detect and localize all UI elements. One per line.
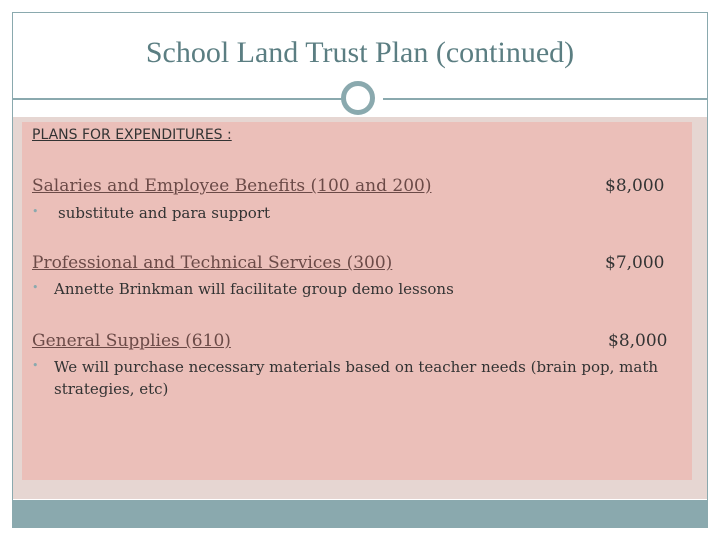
circle-ornament-icon — [341, 81, 375, 115]
item-detail-salaries — [32, 202, 678, 224]
bottom-bar — [13, 500, 707, 527]
item-title-supplies: General Supplies (610) — [32, 331, 231, 351]
item-title-salaries: Salaries and Employee Benefits (100 and 200) — [32, 176, 432, 196]
item-detail-text: substitute and para support — [58, 204, 271, 222]
title-divider-left — [13, 98, 343, 100]
bullet-icon: • — [32, 205, 39, 218]
title-divider-right — [383, 98, 707, 100]
item-amount-professional: $7,000 — [605, 253, 665, 273]
item-amount-salaries: $8,000 — [605, 176, 665, 196]
bullet-icon: • — [32, 359, 39, 372]
item-detail-professional — [32, 278, 674, 300]
item-title-professional: Professional and Technical Services (300) — [32, 253, 393, 273]
slide-title: School Land Trust Plan (continued) — [145, 36, 575, 69]
item-detail-text: Annette Brinkman will facilitate group demo lessons — [54, 280, 454, 298]
item-detail-supplies — [32, 356, 674, 400]
item-detail-text: We will purchase necessary materials based on teacher needs (brain pop, math strategies, etc) — [54, 358, 659, 398]
bullet-icon: • — [32, 281, 39, 294]
item-amount-supplies: $8,000 — [608, 331, 668, 351]
expenditures-heading: PLANS FOR EXPENDITURES : — [32, 127, 232, 143]
